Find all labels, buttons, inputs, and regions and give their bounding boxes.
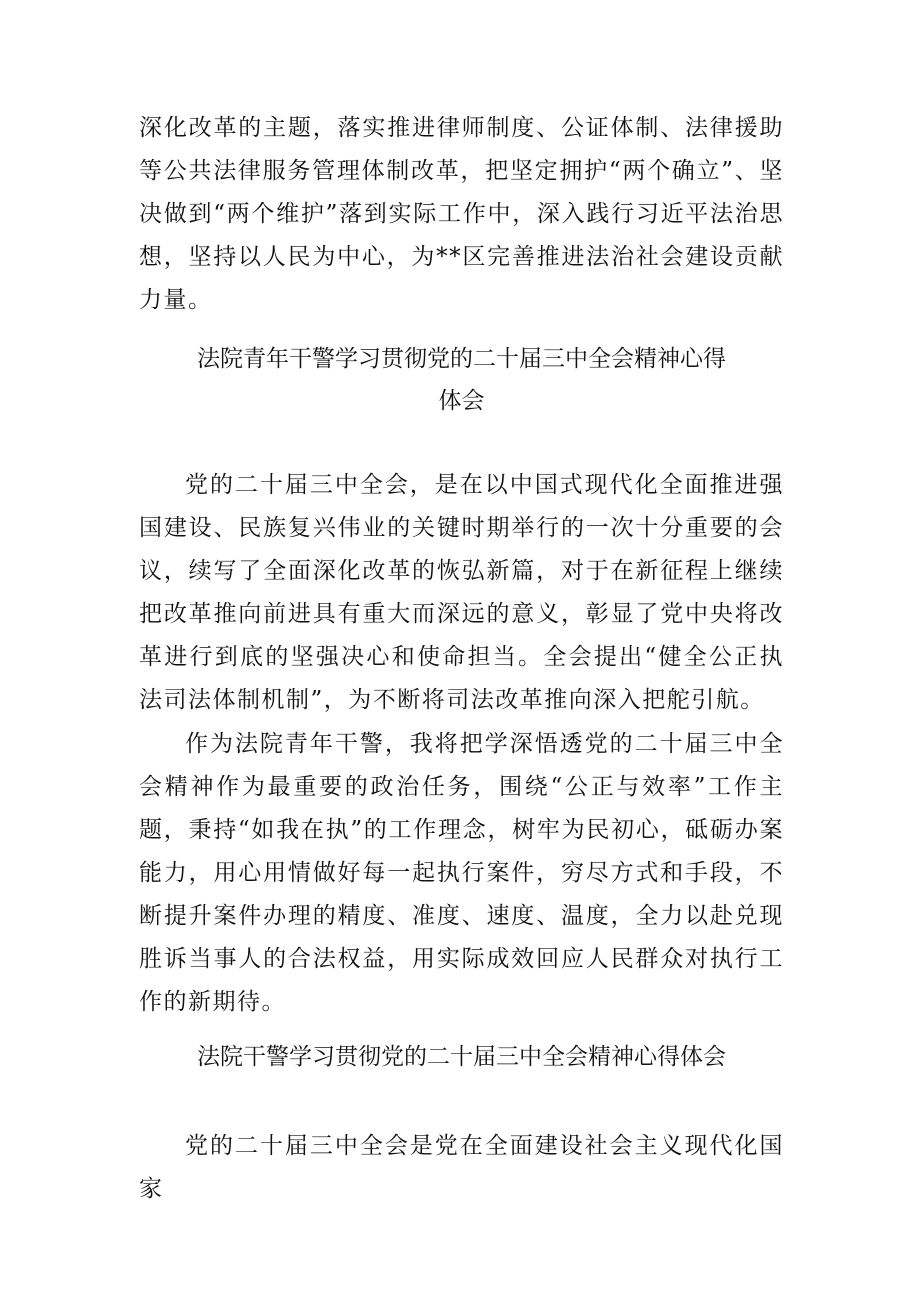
section1-title-line2: 体会: [438, 388, 485, 414]
section2-paragraph-1: 党的二十届三中全会是党在全面建设社会主义现代化国家: [139, 1133, 784, 1202]
section1-paragraph-2: 作为法院青年干警，我将把学深悟透党的二十届三中全会精神作为最重要的政治任务，围绕“公正与效率”工作主题，秉持“如我在执”的工作理念，树牢为民初心，砥砺办案能力，用心用情做好每一起执行案件，穷尽方式和手段，不断提升案件办理的精度、准度、速度、温度，全力以赴兑现胜诉当事人的合法权益，用实际成效回应人民群众对执行工作的新期待。: [139, 731, 784, 1015]
section1-paragraph-1: 党的二十届三中全会，是在以中国式现代化全面推进强国建设、民族复兴伟业的关键时期举行的一次十分重要的会议，续写了全面深化改革的恢弘新篇，对于在新征程上继续把改革推向前进具有重大而深远的意义，彰显了党中央将改革进行到底的坚强决心和使命担当。全会提出“健全公正执法司法体制机制”，为不断将司法改革推向深入把舵引航。: [139, 472, 784, 713]
section2-title: 法院干警学习贯彻党的二十届三中全会精神心得体会: [197, 1044, 726, 1070]
continuation-paragraph: 深化改革的主题，落实推进律师制度、公证体制、法律援助等公共法律服务管理体制改革，把坚定拥护“两个确立”、坚决做到“两个维护”落到实际工作中，深入践行习近平法治思想，坚持以人民为中心，为**区完善推进法治社会建设贡献力量。: [139, 115, 784, 313]
section1-title: [139, 338, 784, 422]
section1-title-line1: 法院青年干警学习贯彻党的二十届三中全会精神心得: [197, 346, 726, 372]
